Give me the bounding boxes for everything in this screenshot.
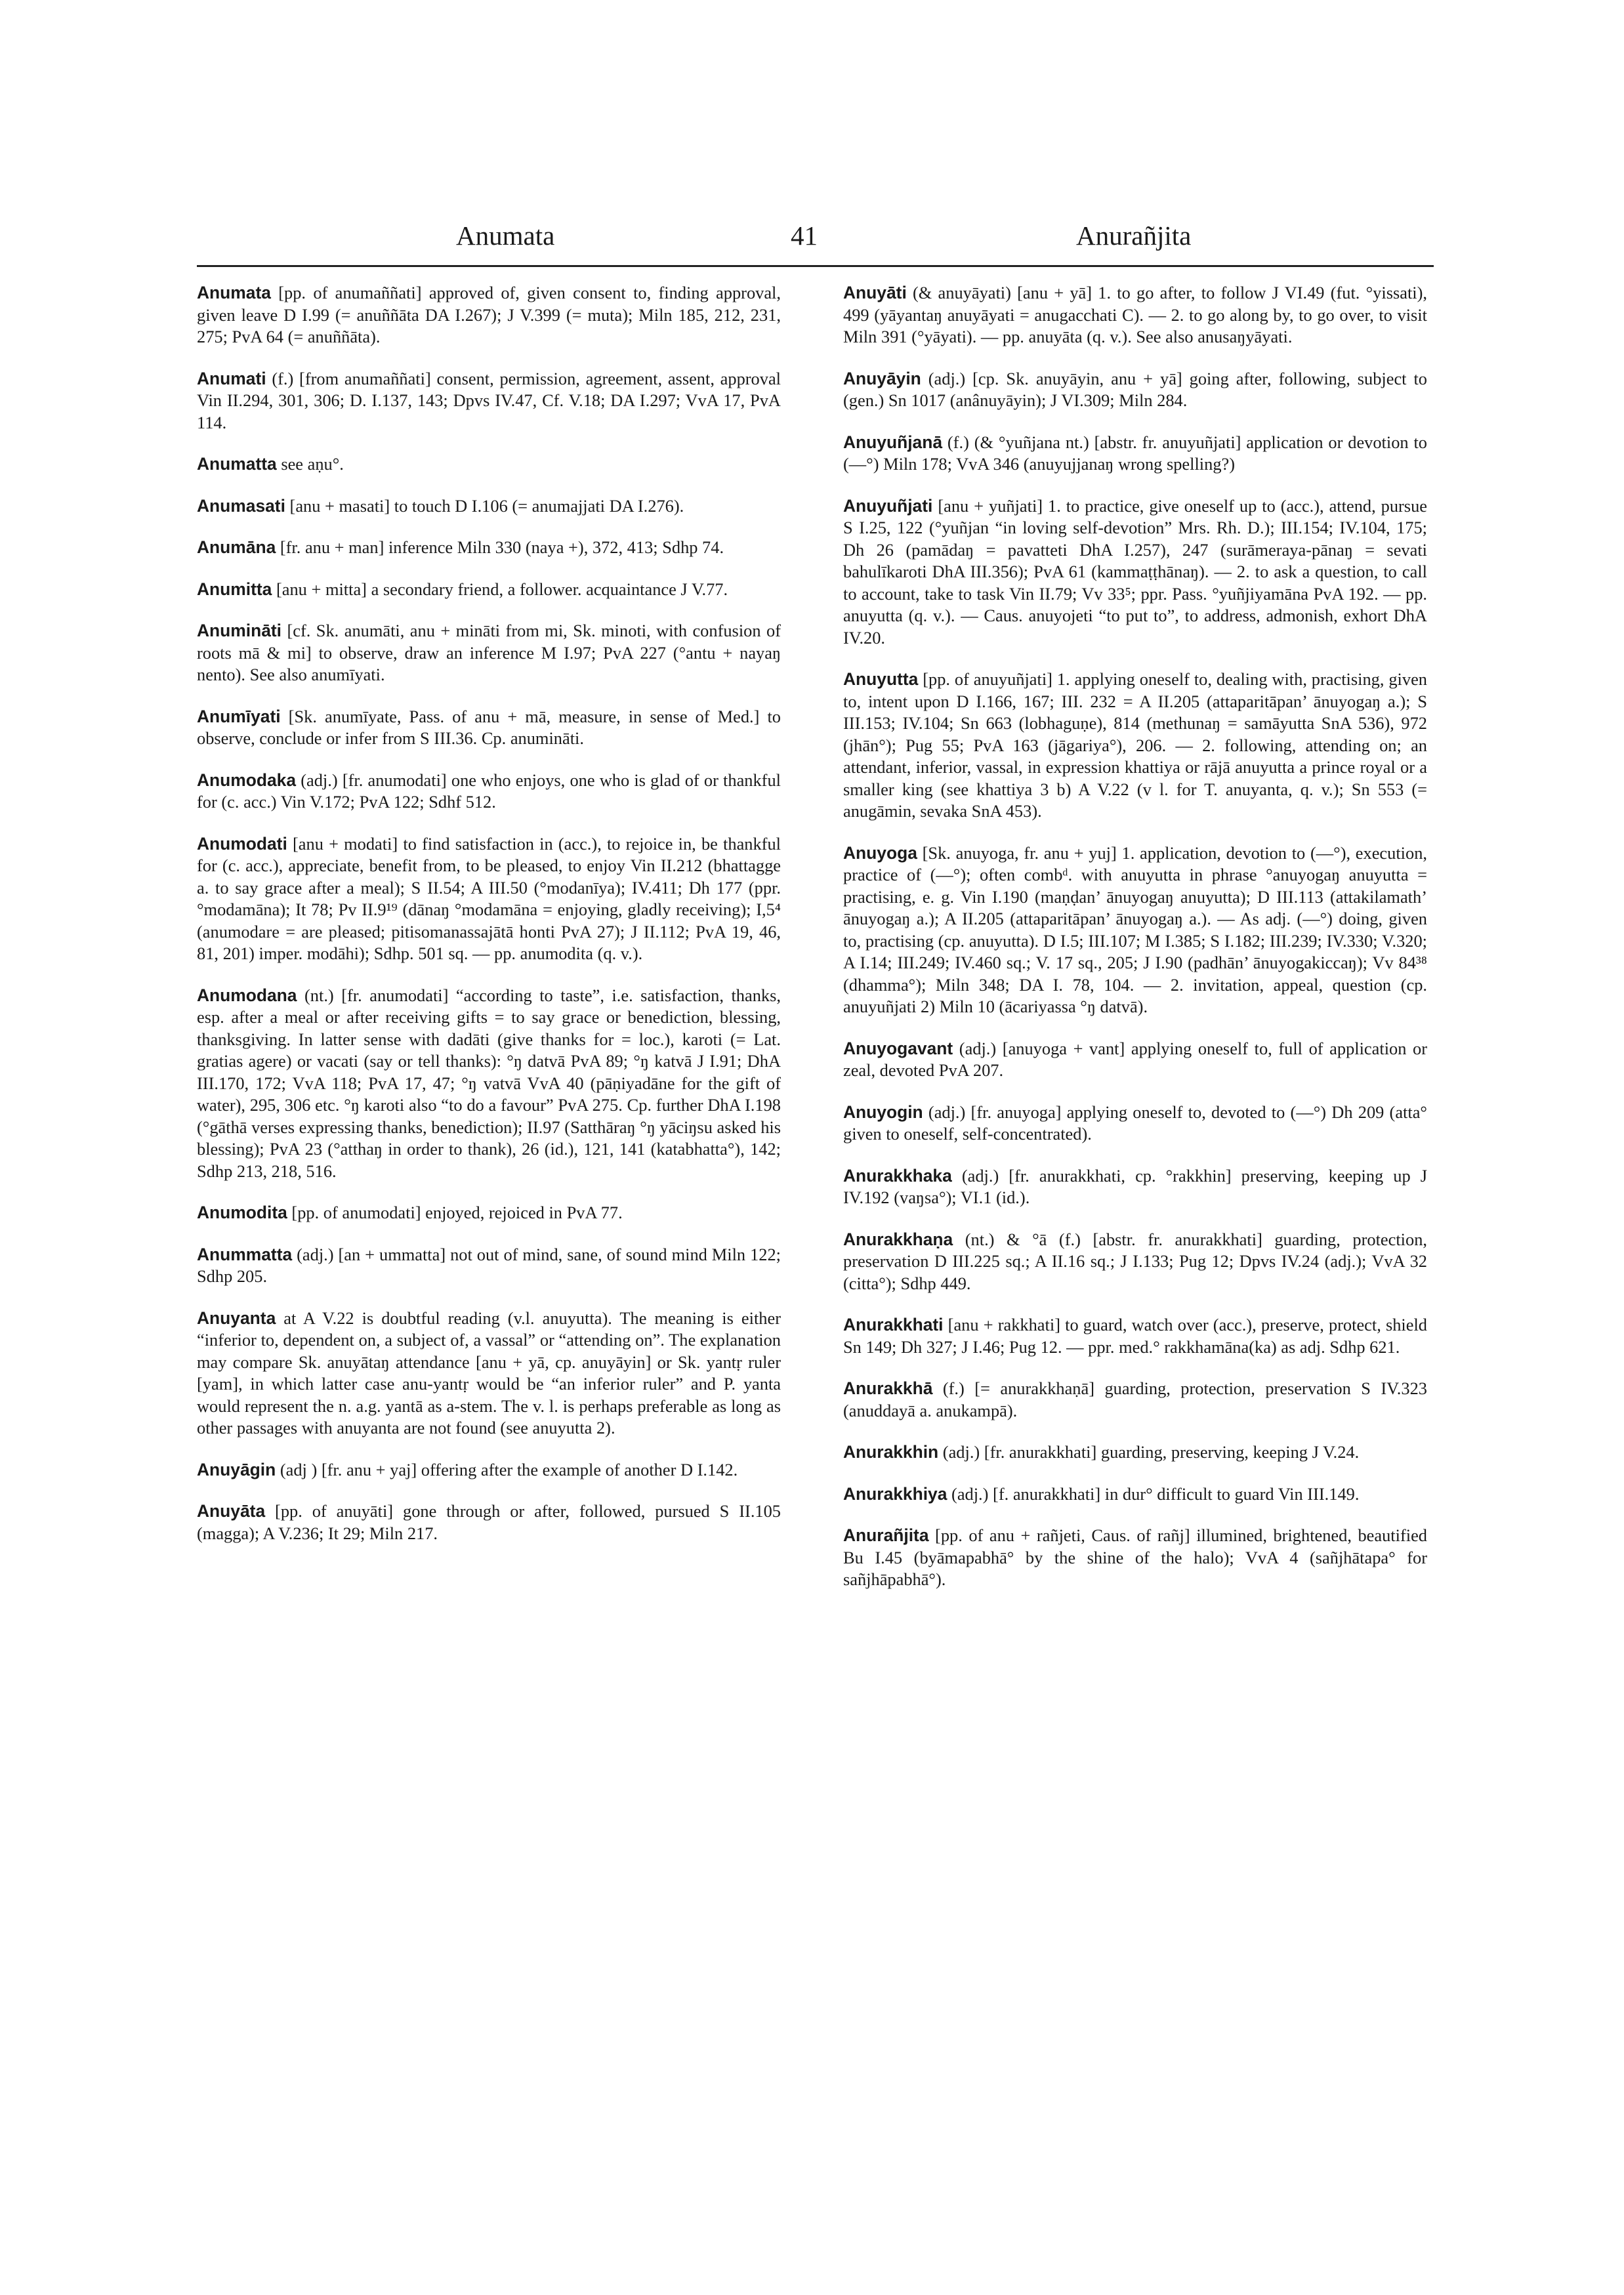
entry-headword: Anumodaka [197,770,297,790]
entry-body: [Sk. anuyoga, fr. anu + yuj] 1. application, devotion to (—°), execution, practice of (—°); often combᵈ. with anuyutta in phrase °anuyogaŋ anuyutta = practising, e. g. Vin I.190 (maṇḍan’ ānuyogaŋ anuyutta); D III.113 (attakilamath’ ānuyogaŋ a.); A II.205 (attaparitāpan’ ānuyogaŋ a.). — As adj. (—°) doing, given to, practising (cp. anuyutta). D I.5; III.107; M I.385; S I.182; III.239; IV.330; V.320; A I.14; III.249; IV.460 sq.; V. 17 sq., 205; J I.90 (padhān’ ānuyogakiccaŋ); Vv 84³⁸ (dhamma°); Miln 348; DA I. 78, 104. — 2. invitation, appeal, question (cp. anuyuñjati 2) Miln 10 (ācariyassa °ŋ datvā). [843,842,1427,1016]
dictionary-entry [843,842,1427,1018]
dictionary-entry [843,432,1427,476]
entry-body: [anu + masati] to touch D I.106 (= anumajjati DA I.276). [289,495,684,516]
dictionary-entry [197,453,781,476]
dictionary-entry [843,1314,1427,1358]
dictionary-entry [843,669,1427,823]
entry-headword: Anuyāgin [197,1459,276,1479]
entry-headword: Anuyāti [843,283,907,302]
entry-headword: Anuyutta [843,669,919,689]
entry-headword: Anumodana [197,985,297,1005]
header-rule [197,265,1434,267]
entry-body: [cf. Sk. anumāti, anu + mināti from mi, Sk. minoti, with confusion of roots mā & mi] to observe, draw an inference M I.97; PvA 227 (°antu + nayaŋ nento). See also anumīyati. [197,621,781,684]
entry-body: (adj.) [fr. anurakkhati, cp. °rakkhin] preserving, keeping up J IV.192 (vaŋsa°); VI.1 (id.). [843,1165,1427,1207]
dictionary-entry [197,1500,781,1544]
dictionary-entry [843,1525,1427,1591]
dictionary-entry [197,282,781,348]
dictionary-entry [843,1102,1427,1146]
entry-body: [pp. of anumodati] enjoyed, rejoiced in PvA 77. [291,1203,623,1222]
entry-body: (nt.) [fr. anumodati] “according to taste”, i.e. satisfaction, thanks, esp. after a meal or after receiving gifts = to say grace or benediction, blessing, thanksgiving. In latter sense with dadāti (give thanks for = loc.), karoti (= Lat. gratias agere) or vacati (say or tell thanks): °ŋ datvā PvA 89; °ŋ katvā J I.91; DhA III.170, 172; VvA 118; PvA 17, 47; °ŋ vatvā VvA 40 (pāṇiyadāne for the gift of water), 295, 306 etc. °ŋ karoti also “to do a favour” PvA 275. Cp. further DhA I.198 (°gāthā verses expressing thanks, benediction); II.97 (Satthāraŋ °ŋ yāciŋsu asked his blessing); PvA 23 (°atthaŋ in order to thank), 26 (id.), 121, 141 (katabhatta°), 142; Sdhp 213, 218, 516. [197,985,781,1181]
left-column [197,282,781,1564]
entry-headword: Anuyanta [197,1308,276,1328]
entry-body: [anu + modati] to find satisfaction in (acc.), to rejoice in, be thankful for (c. acc.), appreciate, benefit from, to be pleased, to enjoy Vin II.212 (bhattagge a. to say grace after a meal); S II.54; A III.50 (°modanīya); IV.411; Dh 177 (ppr. °modamāna); It 78; Pv II.9¹⁹ (dānaŋ °modamāna = enjoying, gladly receiving); I,5⁴ (anumodare = are pleased; pitisomanassajātā honti PvA 27); J II.112; PvA 19, 46, 81, 201) imper. modāhi); Sdhp. 501 sq. — pp. anumodita (q. v.). [197,833,781,963]
entry-headword: Anurañjita [843,1525,929,1545]
entry-headword: Anuyuñjanā [843,432,943,452]
entry-body: [anu + rakkhati] to guard, watch over (acc.), preserve, protect, shield Sn 149; Dh 327; J I.46; Pug 12. — ppr. med.° rakkhamāna(ka) as adj. Sdhp 621. [843,1315,1427,1357]
entry-body: [pp. of anumaññati] approved of, given consent to, finding approval, given leave D I.99 (= anuññāta DA I.267); J V.399 (= muta); Miln 185, 212, 231, 275; PvA 64 (= anuññāta). [197,283,781,346]
dictionary-entry [843,495,1427,650]
entry-body: (adj.) [fr. anumodati] one who enjoys, one who is glad of or thankful for (c. acc.) Vin V.172; PvA 122; Sdhf 512. [197,770,781,812]
entry-headword: Anurakkhaka [843,1165,952,1186]
entry-headword: Anumāna [197,537,276,557]
dictionary-entry [843,1165,1427,1209]
entry-headword: Anumitta [197,579,272,599]
dictionary-entry [197,620,781,686]
entry-body: (adj ) [fr. anu + yaj] offering after the example of another D I.142. [280,1459,738,1479]
dictionary-entry [197,495,781,518]
entry-headword: Anuyogin [843,1102,923,1122]
dictionary-entry [843,1229,1427,1295]
entry-headword: Anumatta [197,454,277,474]
entry-body: (f.) [= anurakkhaṇā] guarding, protection, preservation S IV.323 (anuddayā a. anukampā). [843,1378,1427,1420]
entry-headword: Anurakkhiya [843,1483,947,1504]
dictionary-entry [197,1202,781,1224]
entry-body: [Sk. anumīyate, Pass. of anu + mā, measure, in sense of Med.] to observe, conclude or infer from S III.36. Cp. anumināti. [197,706,781,748]
entry-headword: Anummatta [197,1244,293,1264]
entry-headword: Anuyāta [197,1501,266,1521]
entry-body: [anu + mitta] a secondary friend, a follower. acquaintance J V.77. [276,579,728,599]
dictionary-entry [843,1441,1427,1464]
dictionary-entry [843,282,1427,348]
entry-headword: Anurakkhā [843,1378,933,1398]
dictionary-entry [197,1459,781,1481]
entry-body: [anu + yuñjati] 1. to practice, give oneself up to (acc.), attend, pursue S I.25, 122 (°yuñjan “in loving self-devotion” Mrs. Rh. D.); III.154; IV.104, 175; Dh 26 (pamādaŋ = pavatteti DhA I.257), 247 (surāmeraya-pānaŋ = sevati bahulīkaroti DhA III.356); PvA 61 (kammaṭṭhānaŋ). — 2. to ask a question, to call to account, take to task Vin II.79; Vv 33⁵; ppr. Pass. °yuñjiyamāna PvA 192. — pp. anuyutta (q. v.). — Caus. anuyojeti “to put to”, to address, admonish, exhort DhA IV.20. [843,495,1427,648]
entry-headword: Anurakkhati [843,1315,944,1334]
entry-body: (& anuyāyati) [anu + yā] 1. to go after, to follow J VI.49 (fut. °yissati), 499 (yāyantaŋ anuyāyati = anugacchati C). — 2. to go along by, to go over, to visit Miln 391 (°yāyati). — pp. anuyāta (q. v.). See also anusaŋyāyati. [843,283,1427,346]
dictionary-entry [843,1483,1427,1506]
entry-body: [fr. anu + man] inference Miln 330 (naya +), 372, 413; Sdhp 74. [280,537,724,557]
entry-headword: Anuyāyin [843,368,921,388]
entry-body: (adj.) [fr. anurakkhati] guarding, preserving, keeping J V.24. [942,1442,1360,1462]
entry-body: (adj.) [fr. anuyoga] applying oneself to, devoted to (—°) Dh 209 (atta° given to oneself, self-concentrated). [843,1102,1427,1144]
entry-body: (adj.) [anuyoga + vant] applying oneself to, full of application or zeal, devoted PvA 207. [843,1038,1427,1080]
entry-body: see aṇu°. [281,454,344,474]
entry-headword: Anumināti [197,621,282,640]
dictionary-entry [843,1038,1427,1082]
entry-body: [pp. of anuyāti] gone through or after, followed, pursued S II.105 (magga); A V.236; It 29; Miln 217. [197,1501,781,1543]
entry-headword: Anurakkhaṇa [843,1229,953,1249]
running-head-left: Anumata [456,220,555,251]
entry-headword: Anumodati [197,833,287,854]
entry-headword: Anumasati [197,495,285,516]
dictionary-entry [197,1244,781,1288]
dictionary-entry [197,833,781,965]
running-head-right: Anurañjita [1076,220,1192,251]
entry-headword: Anuyuñjati [843,495,933,516]
entry-body: (adj.) [an + ummatta] not out of mind, sane, of sound mind Miln 122; Sdhp 205. [197,1244,781,1286]
dictionary-entry [197,985,781,1183]
right-column [843,282,1427,1611]
dictionary-entry [197,1308,781,1439]
dictionary-entry [197,368,781,434]
entry-body: (nt.) & °ā (f.) [abstr. fr. anurakkhati] guarding, protection, preservation D III.225 sq.; A II.16 sq.; J I.133; Pug 12; Dpvs IV.24 (adj.); VvA 32 (citta°); Sdhp 449. [843,1229,1427,1293]
page-number: 41 [791,220,818,251]
dictionary-entry [197,579,781,601]
entry-headword: Anumīyati [197,706,281,726]
entry-headword: Anumodita [197,1203,287,1222]
dictionary-entry [197,537,781,559]
entry-body: (adj.) [cp. Sk. anuyāyin, anu + yā] going after, following, subject to (gen.) Sn 1017 (anânuyāyin); J VI.309; Miln 284. [843,368,1427,410]
dictionary-entry [197,706,781,750]
entry-body: (f.) (& °yuñjana nt.) [abstr. fr. anuyuñjati] application or devotion to (—°) Miln 178; VvA 346 (anuyujjanaŋ wrong spelling?) [843,432,1427,474]
page-header [197,220,1444,259]
entry-headword: Anumati [197,368,266,388]
entry-body: [pp. of anuyuñjati] 1. applying oneself to, dealing with, practising, given to, intent upon D I.166, 167; III. 232 = A II.205 (attaparitāpan’ ānuyogaŋ a.); S III.153; IV.104; Sn 663 (lobhaguṇe), 814 (methunaŋ = samāyutta SnA 536), 972 (jhān°); Pug 55; PvA 163 (jāgariya°), 206. — 2. following, attending on; an attendant, inferior, vassal, in expression khattiya or rājā anuyutta a prince royal or a smaller king (see khattiya 3 b) A V.22 (v l. for T. anuyanta, q. v.); Sn 553 (= anugāmin, sevaka SnA 453). [843,669,1427,821]
dictionary-entry [197,770,781,814]
dictionary-entry [843,368,1427,412]
entry-headword: Anuyogavant [843,1038,953,1058]
entry-body: [pp. of anu + rañjeti, Caus. of rañj] illumined, brightened, beautified Bu I.45 (byāmapabhā° by the shine of the halo); VvA 4 (sañjhātapa° for sañjhāpabhā°). [843,1525,1427,1589]
entry-body: (adj.) [f. anurakkhati] in dur° difficult to guard Vin III.149. [951,1483,1360,1504]
dictionary-entry [843,1378,1427,1422]
entry-headword: Anurakkhin [843,1442,939,1462]
entry-headword: Anuyoga [843,842,917,863]
entry-headword: Anumata [197,283,271,302]
entry-body: (f.) [from anumaññati] consent, permission, agreement, assent, approval Vin II.294, 301, 306; D. I.137, 143; Dpvs IV.47, Cf. V.18; DA I.297; VvA 17, PvA 114. [197,368,781,432]
entry-body: at A V.22 is doubtful reading (v.l. anuyutta). The meaning is either “inferior to, dependent on, a subject of, a vassal” or “attending on”. The explanation may compare Sk. anuyātaŋ attendance [anu + yā, cp. anuyāyin] or Sk. yantṛ ruler [yam], in which latter case anu-yantṛ would be “an inferior ruler” and P. yanta would represent the n. a.g. yantā as a-stem. The v. l. is perhaps preferable as long as other passages with anuyanta are not found (see anuyutta 2). [197,1308,781,1437]
